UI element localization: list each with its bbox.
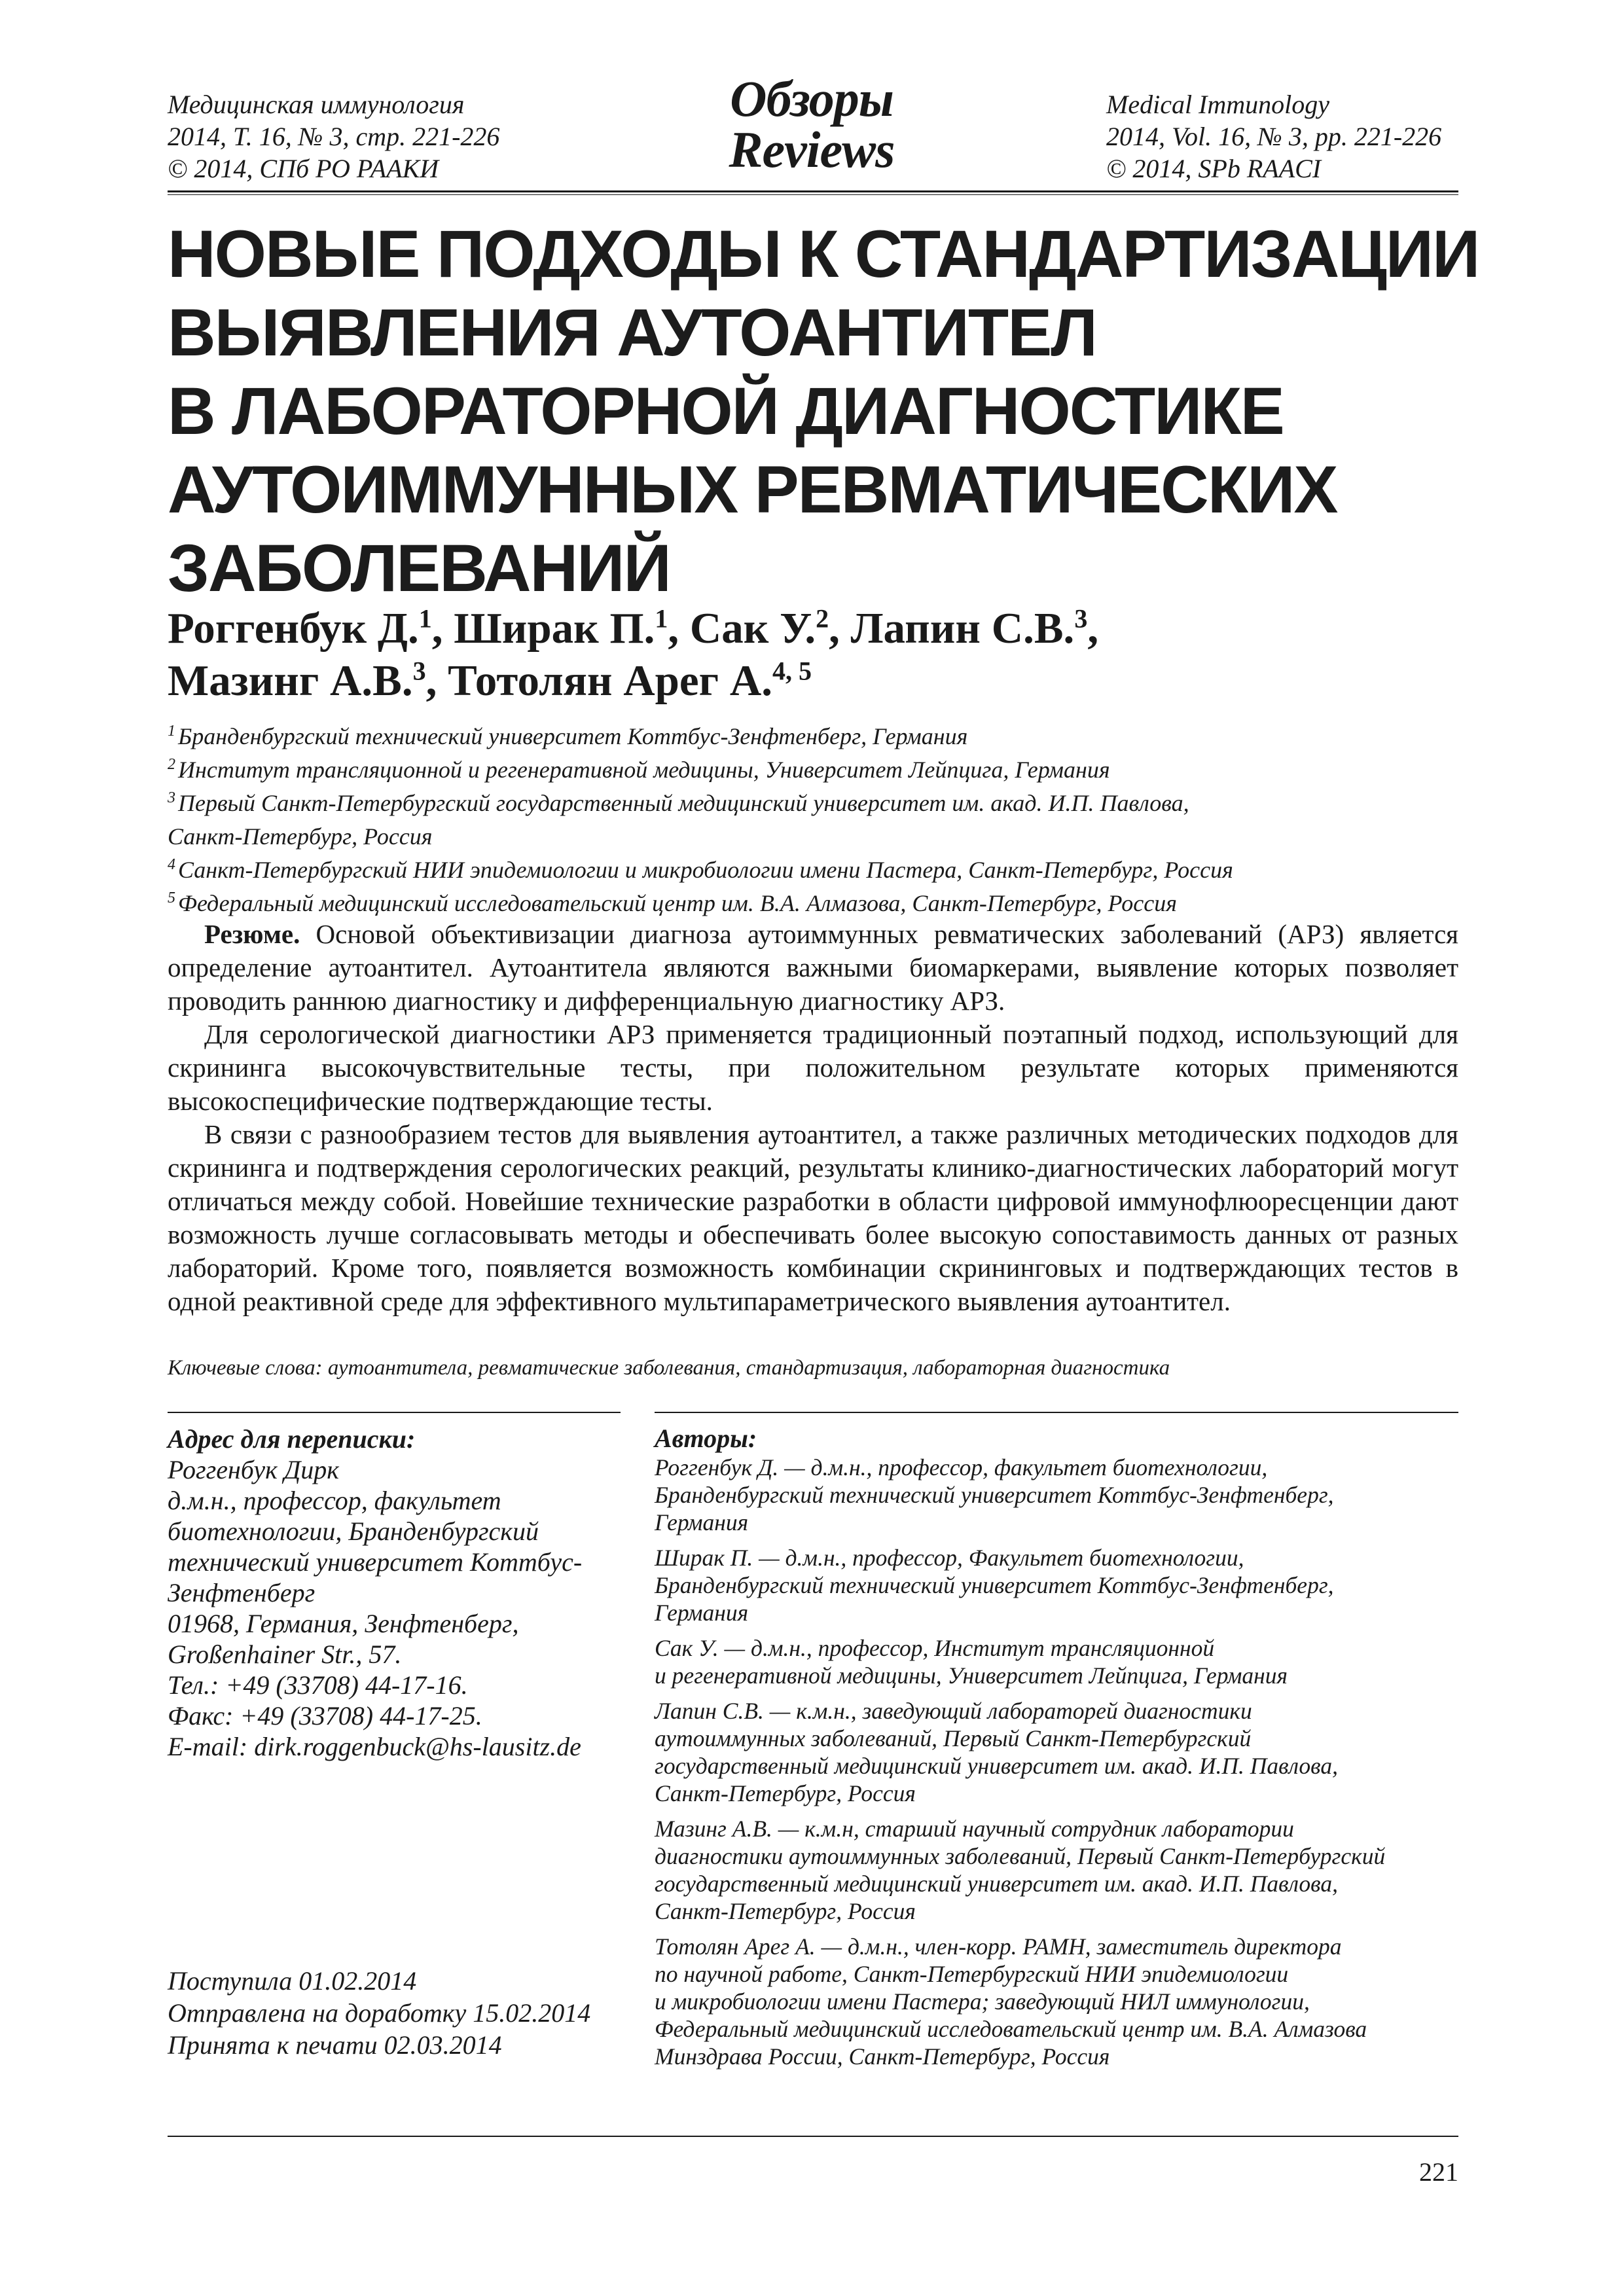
article-title	[168, 215, 1479, 607]
date-revision: Отправлена на доработку 15.02.2014	[168, 1998, 591, 2028]
journal-info-en	[1106, 88, 1473, 185]
affiliation: $^1$ Бранденбургский технический университет Коттбус-Зенфтенберг, Германия	[168, 723, 968, 749]
correspondence-block	[168, 1424, 626, 1762]
keywords: Ключевые слова: аутоантитела, ревматические заболевания, стандартизация, лабораторная диагностика	[168, 1356, 1170, 1380]
affiliation: $^5$ Федеральный медицинский исследовательский центр им. В.А. Алмазова, Санкт-Петербург, Россия	[168, 889, 1177, 916]
correspondence-line: технический университет Коттбус-	[168, 1547, 583, 1577]
affiliation: $^2$ Институт трансляционной и регенеративной медицины, Университет Лейпцига, Германия	[168, 756, 1110, 783]
journal-copyright-en: © 2014, SPb RAACI	[1106, 154, 1322, 183]
date-received: Поступила 01.02.2014	[168, 1966, 417, 1996]
title-line: ВЫЯВЛЕНИЯ АУТОАНТИТЕЛ	[168, 295, 1096, 370]
author-name: Сак У.	[689, 604, 816, 653]
title-line: НОВЫЕ ПОДХОДЫ К СТАНДАРТИЗАЦИИ	[168, 217, 1479, 291]
header-rule-thin	[168, 194, 1458, 195]
column-rule-right	[655, 1412, 1458, 1413]
authors-info-label: Авторы:	[655, 1424, 757, 1453]
journal-issue-ru: 2014, Т. 16, № 3, стр. 221-226	[168, 122, 500, 151]
authors-info-block	[655, 1424, 1458, 2078]
author-affil-ref: 1	[655, 603, 668, 634]
correspondence-line: Факс: +49 (33708) 44-17-25.	[168, 1701, 482, 1731]
abstract-label: Резюме.	[204, 919, 300, 949]
journal-issue-en: 2014, Vol. 16, № 3, pp. 221-226	[1106, 122, 1442, 151]
author-affil-ref: 2	[816, 603, 829, 634]
abstract-paragraph: Резюме. Основой объективизации диагноза аутоиммунных ревматических заболеваний (АРЗ) является определение аутоантител. Аутоантитела являются важными биомаркерами, выявление которых позволяет проводить раннюю диагностику и дифференциальную диагностику АРЗ.	[168, 919, 1459, 1016]
title-line: В ЛАБОРАТОРНОЙ ДИАГНОСТИКЕ	[168, 374, 1284, 448]
title-line: АУТОИММУННЫХ РЕВМАТИЧЕСКИХ	[168, 452, 1337, 527]
page-number: 221	[1419, 2157, 1458, 2187]
author-name: Лапин С.В.	[850, 604, 1075, 653]
correspondence-line: Тел.: +49 (33708) 44-17-16.	[168, 1670, 468, 1700]
author-info-entry: Тотолян Арег А. — д.м.н., член-корр. РАМН, заместитель директора по научной работе, Санкт-Петербургский НИИ эпидемиологии и микробиологии имени Пастера; заведующий НИЛ иммунологии, Федеральный медицинский исследовательский центр им. В.А. Алмазова Минздрава России, Санкт-Петербург, Россия	[655, 1933, 1367, 2070]
correspondence-line: д.м.н., профессор, факультет	[168, 1486, 501, 1515]
column-rule-left	[168, 1412, 621, 1413]
author-affil-ref: 3	[1074, 603, 1088, 634]
author-info-entry: Ширак П. — д.м.н., профессор, Факультет биотехнологии, Бранденбургский технический университет Коттбус-Зенфтенберг, Германия	[655, 1545, 1334, 1626]
author-info-entry: Сак У. — д.м.н., профессор, Институт трансляционной и регенеративной медицины, Университет Лейпцига, Германия	[655, 1635, 1288, 1689]
date-accepted: Принята к печати 02.03.2014	[168, 2030, 502, 2060]
author-name: Ширак П.	[454, 604, 655, 653]
author-info-entry: Мазинг А.В. — к.м.н, старший научный сотрудник лаборатории диагностики аутоиммунных заболеваний, Первый Санкт-Петербургский государственный медицинский университет им. акад. И.П. Павлова, Санкт-Петербург, Россия	[655, 1816, 1386, 1924]
author-info-entry: Лапин С.В. — к.м.н., заведующий лабораторей диагностики аутоиммунных заболеваний, Первый Санкт-Петербургский государственный медицинский университет им. акад. И.П. Павлова, Санкт-Петербург, Россия	[655, 1698, 1338, 1806]
footer-rule	[168, 2136, 1458, 2137]
author-affil-ref: 1	[418, 603, 432, 634]
abstract-paragraph: В связи с разнообразием тестов для выявления аутоантител, а также различных методических подходов для скрининга и подтверждения серологических реакций, результаты клинико-диагностических лабораторий могут отличаться между собой. Новейшие технические разработки в области цифровой иммунофлюоресценции дают возможность лучше согласовывать методы и обеспечивать более высокую сопоставимость данных от разных лабораторий. Кроме того, появляется возможность комбинации скрининговых и подтверждающих тестов в одной реактивной среде для эффективного мультипараметрического выявления аутоантител.	[168, 1119, 1458, 1316]
affiliation: $^3$ Первый Санкт-Петербургский государственный медицинский университет им. акад. И.П. Павлова,	[168, 789, 1189, 816]
author-line: Роггенбук Д.$^1$, Ширак П.$^1$, Сак У.$^2$, Лапин С.В.$^3$,	[168, 603, 1099, 653]
author-name: Мазинг А.В.	[168, 656, 413, 705]
correspondence-line: биотехнологии, Бранденбургский	[168, 1516, 539, 1546]
abstract-paragraph: Для серологической диагностики АРЗ применяется традиционный поэтапный подход, использующий для скрининга высокочувствительные тесты, при положительном результате которых применяются высокоспецифические подтверждающие тесты.	[168, 1019, 1458, 1116]
header-rule	[168, 190, 1458, 192]
affiliation: Санкт-Петербург, Россия	[168, 823, 433, 850]
affiliations	[168, 720, 1464, 920]
author-list	[168, 602, 1464, 707]
correspondence-line: Großenhainer Str., 57.	[168, 1640, 402, 1669]
affiliation: $^4$ Санкт-Петербургский НИИ эпидемиологии и микробиологии имени Пастера, Санкт-Петербург, Россия	[168, 856, 1233, 883]
journal-info-ru	[168, 88, 626, 185]
author-name: Тотолян Арег А.	[448, 656, 772, 705]
author-affil-ref: 4, 5	[772, 656, 812, 686]
author-name: Роггенбук Д.	[168, 604, 419, 653]
title-line: ЗАБОЛЕВАНИЙ	[168, 531, 670, 605]
section-label	[668, 70, 956, 178]
correspondence-line: 01968, Германия, Зенфтенберг,	[168, 1609, 519, 1638]
correspondence-label: Адрес для переписки:	[168, 1424, 416, 1454]
section-label-en: Reviews	[729, 121, 895, 178]
correspondence-email[interactable]: E-mail: dirk.roggenbuck@hs-lausitz.de	[168, 1732, 581, 1761]
submission-dates	[168, 1965, 626, 2061]
correspondence-line: Зенфтенберг	[168, 1578, 316, 1607]
author-info-entry: Роггенбук Д. — д.м.н., профессор, факультет биотехнологии, Бранденбургский технический университет Коттбус-Зенфтенберг, Германия	[655, 1454, 1334, 1535]
journal-name-ru: Медицинская иммунология	[168, 90, 465, 119]
correspondence-line: Роггенбук Дирк	[168, 1455, 340, 1484]
journal-copyright-ru: © 2014, СПб РО РААКИ	[168, 154, 439, 183]
journal-name-en: Medical Immunology	[1106, 90, 1330, 119]
section-label-ru: Обзоры	[730, 70, 893, 127]
abstract	[168, 918, 1458, 1318]
author-affil-ref: 3	[412, 656, 426, 686]
author-line: Мазинг А.В.$^3$, Тотолян Арег А.$^{4, 5}$	[168, 656, 812, 705]
